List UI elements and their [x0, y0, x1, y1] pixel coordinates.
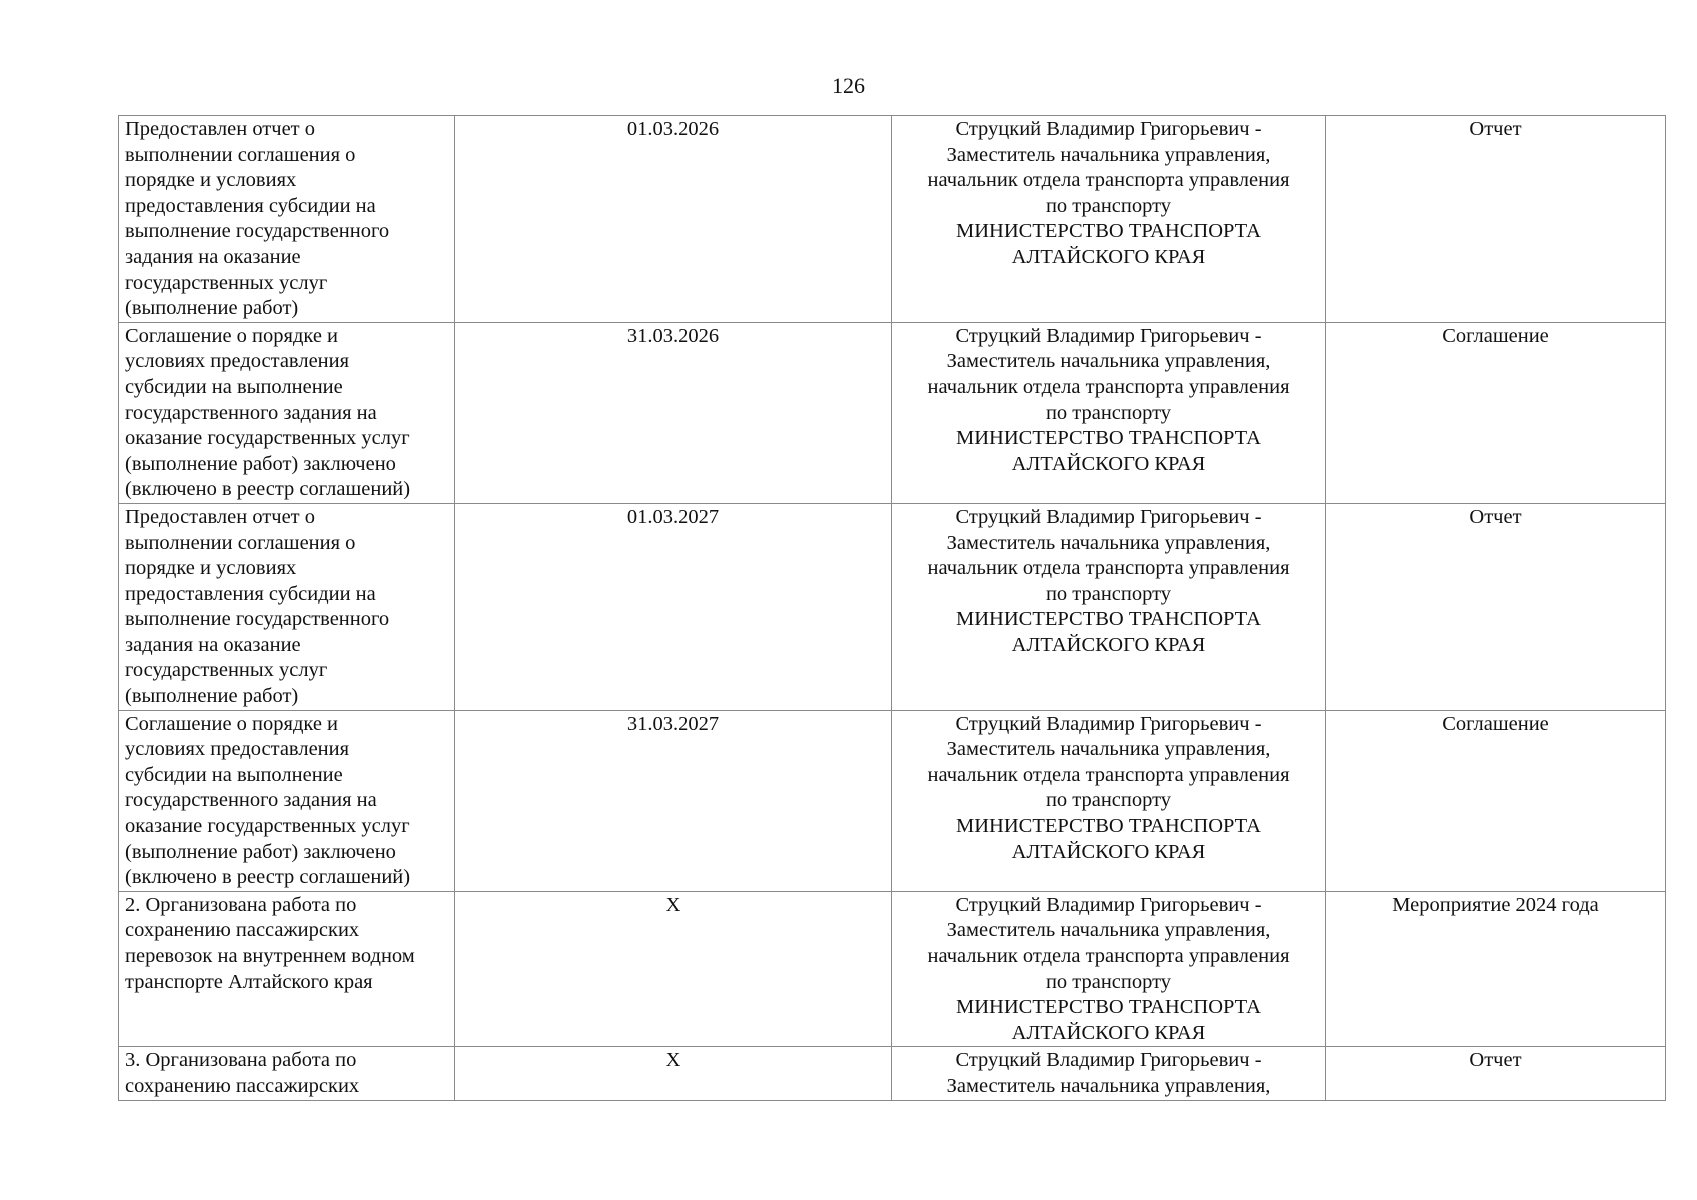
cell-description: [119, 322, 455, 503]
description-line: субсидии на выполнение: [125, 763, 343, 786]
description-line: транспорте Алтайского края: [125, 970, 373, 993]
responsible-line: Заместитель начальника управления,: [946, 738, 1271, 761]
table-row: [119, 322, 1666, 503]
cell-date: [455, 1047, 892, 1100]
description-line: Соглашение о порядке и: [125, 712, 339, 735]
cell-date: [455, 710, 892, 891]
table-row: [119, 891, 1666, 1047]
responsible-line: Струцкий Владимир Григорьевич -: [955, 1049, 1262, 1072]
cell-responsible: [892, 710, 1326, 891]
date-text: 01.03.2026: [626, 118, 720, 140]
description-line: Предоставлен отчет о: [125, 505, 315, 528]
cell-responsible: [892, 1047, 1326, 1100]
responsible-line: по транспорту: [1045, 401, 1172, 424]
responsible-line: по транспорту: [1045, 582, 1172, 605]
responsible-line: начальник отдела транспорта управления: [927, 169, 1290, 192]
description-line: порядке и условиях: [125, 557, 297, 580]
responsible-line: МИНИСТЕРСТВО ТРАНСПОРТА: [956, 220, 1261, 243]
responsible-line: начальник отдела транспорта управления: [927, 557, 1290, 580]
table-row: [119, 1047, 1666, 1100]
table-row: [119, 503, 1666, 710]
description-line: государственного задания на: [125, 789, 377, 812]
cell-document: [1326, 891, 1666, 1047]
date-text: 31.03.2027: [626, 712, 720, 735]
cell-description: [119, 1047, 455, 1100]
cell-date: [455, 891, 892, 1047]
date-text: X: [665, 1049, 681, 1072]
responsible-line: МИНИСТЕРСТВО ТРАНСПОРТА: [956, 996, 1261, 1019]
responsible-line: АЛТАЙСКОГО КРАЯ: [1011, 1021, 1206, 1044]
document-text: Отчет: [1469, 118, 1522, 140]
responsible-line: начальник отдела транспорта управления: [927, 763, 1290, 786]
description-line: задания на оказание: [125, 245, 301, 268]
description-line: задания на оказание: [125, 633, 301, 656]
responsible-line: АЛТАЙСКОГО КРАЯ: [1011, 633, 1206, 656]
cell-document: [1326, 710, 1666, 891]
description-line: 2. Организована работа по: [125, 893, 357, 916]
responsible-line: АЛТАЙСКОГО КРАЯ: [1011, 245, 1206, 268]
description-line: выполнении соглашения о: [125, 531, 356, 554]
cell-date: [455, 116, 892, 323]
cell-description: [119, 710, 455, 891]
cell-date: [455, 503, 892, 710]
responsible-line: Струцкий Владимир Григорьевич -: [955, 118, 1262, 140]
description-line: (выполнение работ) заключено: [125, 452, 396, 475]
description-line: выполнение государственного: [125, 220, 390, 243]
document-text: Соглашение: [1442, 324, 1549, 347]
description-line: (включено в реестр соглашений): [125, 478, 411, 501]
responsible-line: Струцкий Владимир Григорьевич -: [955, 893, 1262, 916]
description-line: (включено в реестр соглашений): [125, 866, 411, 889]
description-line: условиях предоставления: [125, 738, 350, 761]
responsible-line: Струцкий Владимир Григорьевич -: [955, 712, 1262, 735]
description-line: предоставления субсидии на: [125, 194, 376, 217]
description-line: (выполнение работ) заключено: [125, 840, 396, 863]
table-body: [119, 116, 1666, 1101]
cell-responsible: [892, 322, 1326, 503]
responsible-line: Заместитель начальника управления,: [946, 531, 1271, 554]
table-row: [119, 710, 1666, 891]
description-line: сохранению пассажирских: [125, 919, 360, 942]
description-line: сохранению пассажирских: [125, 1074, 360, 1097]
responsible-line: начальник отдела транспорта управления: [927, 945, 1290, 967]
responsible-line: МИНИСТЕРСТВО ТРАНСПОРТА: [956, 815, 1261, 838]
responsible-line: по транспорту: [1045, 194, 1172, 217]
date-text: 01.03.2027: [626, 505, 720, 528]
description-line: условиях предоставления: [125, 350, 350, 373]
cell-description: [119, 891, 455, 1047]
responsible-line: по транспорту: [1045, 970, 1172, 993]
cell-document: [1326, 1047, 1666, 1100]
responsible-line: Заместитель начальника управления,: [946, 1074, 1271, 1097]
responsible-line: по транспорту: [1045, 789, 1172, 812]
responsible-line: Струцкий Владимир Григорьевич -: [955, 505, 1262, 528]
description-line: оказание государственных услуг: [125, 815, 410, 838]
description-line: перевозок на внутреннем водном: [125, 945, 415, 967]
cell-responsible: [892, 116, 1326, 323]
description-line: оказание государственных услуг: [125, 427, 410, 450]
cell-description: [119, 503, 455, 710]
responsible-line: АЛТАЙСКОГО КРАЯ: [1011, 840, 1206, 863]
description-line: Соглашение о порядке и: [125, 324, 339, 347]
responsible-line: АЛТАЙСКОГО КРАЯ: [1011, 452, 1206, 475]
description-line: выполнение государственного: [125, 608, 390, 631]
description-line: (выполнение работ): [125, 685, 299, 708]
description-line: выполнении соглашения о: [125, 143, 356, 166]
responsible-line: начальник отдела транспорта управления: [927, 375, 1290, 398]
description-line: субсидии на выполнение: [125, 375, 343, 398]
document-text: Соглашение: [1442, 712, 1549, 735]
cell-date: [455, 322, 892, 503]
responsible-line: МИНИСТЕРСТВО ТРАНСПОРТА: [956, 608, 1261, 631]
cell-description: [119, 116, 455, 323]
document-text: Мероприятие 2024 года: [1392, 893, 1599, 916]
document-table: [118, 115, 1666, 1101]
document-text: Отчет: [1469, 505, 1522, 528]
responsible-line: Заместитель начальника управления,: [946, 143, 1271, 166]
description-line: Предоставлен отчет о: [125, 118, 315, 140]
date-text: X: [665, 893, 681, 916]
description-line: предоставления субсидии на: [125, 582, 376, 605]
responsible-line: МИНИСТЕРСТВО ТРАНСПОРТА: [956, 427, 1261, 450]
description-line: 3. Организована работа по: [125, 1049, 357, 1072]
responsible-line: Струцкий Владимир Григорьевич -: [955, 324, 1262, 347]
cell-document: [1326, 116, 1666, 323]
description-line: государственных услуг: [125, 271, 328, 294]
description-line: государственного задания на: [125, 401, 377, 424]
cell-document: [1326, 503, 1666, 710]
document-text: Отчет: [1469, 1049, 1522, 1072]
date-text: 31.03.2026: [626, 324, 720, 347]
description-line: (выполнение работ): [125, 297, 299, 320]
cell-responsible: [892, 891, 1326, 1047]
cell-document: [1326, 322, 1666, 503]
responsible-line: Заместитель начальника управления,: [946, 350, 1271, 373]
description-line: порядке и условиях: [125, 169, 297, 192]
responsible-line: Заместитель начальника управления,: [946, 919, 1271, 942]
cell-responsible: [892, 503, 1326, 710]
table-row: [119, 116, 1666, 323]
description-line: государственных услуг: [125, 659, 328, 682]
page-number: 126: [832, 73, 865, 98]
